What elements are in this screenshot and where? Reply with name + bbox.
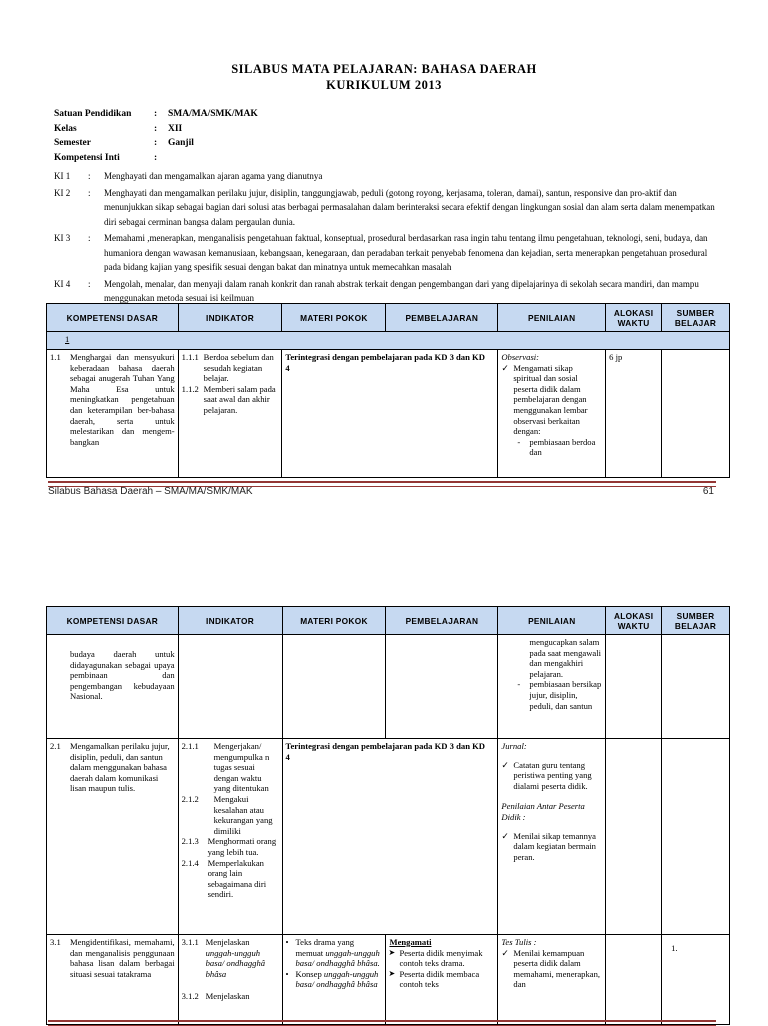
indikator-italic-text: unggah-ungguh basa/ ondhagghâ bhâsa <box>205 947 266 979</box>
indikator-text: Mengakui kesalahan atau kekurangan yang dimiliki <box>213 793 273 836</box>
header-kompetensi-dasar: KOMPETENSI DASAR <box>47 304 179 332</box>
materi-text: Terintegrasi dengan pembelajaran pada KD 3 dan KD 4 <box>285 741 486 762</box>
document-subtitle: KURIKULUM 2013 <box>326 78 442 92</box>
alokasi-cell <box>606 635 662 739</box>
ki-text: Menghayati dan mengamalkan perilaku jujur, disiplin, tanggungjawab, peduli (gotong royong, kerjasama, toleran, damai), santun, responsive dan pro-aktif dan menunjukkan sikap sebagai bagian dari solusi atas berbagai permasalahan dalam berinteraksi secara efektif dengan lingkungan sosial dan alam serta dalam menempatkan diri sebagai cerminan bangsa dalam pergaulan dunia. <box>104 187 715 227</box>
header-sumber-belajar: SUMBER BELAJAR <box>662 304 730 332</box>
materi-cell <box>282 635 386 739</box>
sumber-cell <box>662 635 730 739</box>
materi-cell <box>282 739 498 935</box>
document-title: SILABUS MATA PELAJARAN: BAHASA DAERAH <box>231 62 537 76</box>
kd-number: 2.1 <box>50 741 61 751</box>
sumber-item: 1. <box>671 943 678 953</box>
indikator-text: Berdoa sebelum dan sesudah kegiatan belajar. <box>203 352 274 384</box>
kompetensi-inti-list: KI 1 : Menghayati dan mengamalkan ajaran agama yang dianutnya KI 2 : Menghayati dan mengamalkan perilaku jujur, disiplin, tanggungjawab, peduli (gotong royong, kerjasama, toleran, damai), santun, responsive dan pro-aktif dan menunjukkan sikap sebagai bagian dari solusi atas berbagai permasalahan dalam berinteraksi secara efektif dengan lingkungan sosial dan alam serta dalam menempatkan diri sebagai cerminan bangsa dalam pergaulan dunia. KI 3 : Memahami ,menerapkan, menganalisis pengetahuan faktual, konseptual, prosedural berdasarkan rasa ingin tahu tentang ilmu pengetahuan, teknologi, seni, budaya, dan humaniora dengan wawasan kemanusiaan, kebangsaan, kenegaraan, dan peradaban terkait penyebab fenomena dan kejadian, serta menerapkan pengetahuan prosedural pada bidang kajian yang spesifik sesuai dengan bakat dan minatnya untuk memecahkan masalah KI 4 : Mengolah, menalar, dan menyaji dalam ranah konkrit dan ranah abstrak terkait dengan pengembangan dari yang dipelajarinya di sekolah secara mandiri, dan mampu menggunakan metoda sesuai isi keilmuan <box>52 167 720 308</box>
materi-italic-text: unggah-ungguh basa/ ondhagghâ bhâsa. <box>295 947 380 969</box>
kd-text: Menghargai dan mensyukuri keberadaan bahasa daerah sebagai anugerah Tuhan Yang Maha Esa untuk meningkatkan pengetahuan dan keterampilan ber-bahasa daerah, serta untuk melestarikan dan mengem-bangkan <box>70 352 175 447</box>
kd-cell <box>47 739 179 935</box>
meta-info: Satuan Pendidikan : SMA/MA/SMK/MAK Kelas : XII Semester : Ganjil Kompetensi Inti : <box>54 109 258 163</box>
page-number: 61 <box>702 486 714 497</box>
indikator-number: 3.1.2 <box>181 991 199 1002</box>
kd-cell <box>47 935 179 1025</box>
meta-value <box>168 152 260 165</box>
kd-cell <box>47 350 179 478</box>
header-penilaian: PENILAIAN <box>498 607 606 635</box>
syllabus-table-page1 <box>46 303 730 478</box>
sumber-cell <box>662 350 730 478</box>
pembelajaran-heading: Mengamati <box>389 937 432 947</box>
penilaian-cell <box>498 935 606 1025</box>
header-materi-pokok: MATERI POKOK <box>282 304 386 332</box>
alokasi-cell: 6 jp <box>606 350 662 478</box>
indikator-text: Menjelaskan <box>205 991 250 1002</box>
indikator-cell <box>178 935 282 1025</box>
header-alokasi-waktu: ALOKASI WAKTU <box>606 304 662 332</box>
sumber-cell <box>662 739 730 935</box>
penilaian-item: ✓ Mengamati sikap spiritual dan sosial peserta didik dalam pembelajaran dengan menggunakan lembar observasi berkaitan dengan: <box>501 363 602 437</box>
materi-text: Terintegrasi dengan pembelajaran pada KD 3 dan KD 4 <box>285 352 485 373</box>
header-materi-pokok: MATERI POKOK <box>282 607 386 635</box>
penilaian-heading: Penilaian Antar Peserta Didik : <box>501 801 585 822</box>
indikator-number: 1.1.1 <box>181 352 199 362</box>
alokasi-cell <box>606 935 662 1025</box>
indikator-number: 3.1.1 <box>181 937 199 947</box>
meta-key: Kompetensi Inti <box>54 152 120 163</box>
ki-number: KI 3 <box>54 233 71 243</box>
penilaian-heading: Observasi: <box>501 352 540 362</box>
meta-key: Satuan Pendidikan <box>54 109 132 119</box>
ki-number: KI 2 <box>54 187 71 198</box>
indikator-text: Memberi salam pada saat awal dan akhir pelajaran. <box>203 383 276 415</box>
penilaian-item: ✓ Catatan guru tentang peristiwa penting yang dialami peserta didik. <box>501 760 602 792</box>
pembelajaran-cell <box>386 935 498 1025</box>
meta-value: XII <box>168 123 183 134</box>
indikator-number: 2.1.2 <box>181 793 199 804</box>
penilaian-subitem: - pembiasaan bersikap jujur, disiplin, peduli, dan santun <box>515 679 602 711</box>
penilaian-cell <box>498 350 606 478</box>
kd-text: budaya daerah untuk didayagunakan sebagai upaya pembinaan dan pengembangan kebudayaan Nasional. <box>70 649 175 702</box>
penilaian-continued: mengucapkan salam pada saat mengawali dan mengakhiri pelajaran. <box>529 637 602 679</box>
meta-key: Semester <box>54 138 91 148</box>
penilaian-cell <box>498 739 606 935</box>
page-footer <box>48 486 716 497</box>
indikator-number: 2.1.4 <box>181 857 199 868</box>
indikator-text: Mengerjakan/ mengumpulka n tugas sesuai dengan waktu yang ditentukan <box>213 741 270 794</box>
penilaian-subitem: - pembiasaan berdoa dan <box>515 437 602 458</box>
header-pembelajaran: PEMBELAJARAN <box>386 607 498 635</box>
header-kompetensi-dasar: KOMPETENSI DASAR <box>47 607 179 635</box>
ki-number: KI 1 <box>54 171 71 181</box>
penilaian-heading: Tes Tulis : <box>501 937 537 947</box>
kd-text: Mengamalkan perilaku jujur, disiplin, peduli, dan santun dalam menggunakan bahasa daerah dalam komunikasi lisan maupun tulis. <box>70 741 170 794</box>
materi-text: Konsep <box>295 968 322 979</box>
materi-cell <box>282 935 386 1025</box>
section-number: 1 <box>47 332 730 350</box>
syllabus-table-page2 <box>46 606 730 1025</box>
header-pembelajaran: PEMBELAJARAN <box>386 304 498 332</box>
header-sumber-belajar: SUMBER BELAJAR <box>662 607 730 635</box>
meta-value: Ganjil <box>168 138 194 148</box>
indikator-number: 2.1.1 <box>181 741 199 751</box>
kd-text: Mengidentifikasi, memahami, dan menganalisis penggunaan bahasa lisan dalam berbagai situasi sesuai tatakrama <box>70 937 175 979</box>
sumber-cell <box>662 935 730 1025</box>
meta-value: SMA/MA/SMK/MAK <box>168 109 258 119</box>
penilaian-heading: Jurnal: <box>501 741 527 751</box>
penilaian-item: ✓ Menilai kemampuan peserta didik dalam memahami, menerapkan, dan <box>501 948 602 990</box>
indikator-number: 2.1.3 <box>181 836 199 847</box>
ki-text: Memahami ,menerapkan, menganalisis pengetahuan faktual, konseptual, prosedural berdasarkan rasa ingin tahu tentang ilmu pengetahuan, teknologi, seni, budaya, dan humaniora dengan wawasan kemanusiaan, kebangsaan, kenegaraan, dan peradaban terkait penyebab fenomena dan kejadian, serta menerapkan pengetahuan prosedural pada bidang kajian yang spesifik sesuai dengan bakat dan minatnya untuk memecahkan masalah <box>104 233 708 272</box>
indikator-number: 1.1.2 <box>181 383 199 394</box>
ki-text: Mengolah, menalar, dan menyaji dalam ranah konkrit dan ranah abstrak terkait dengan pengembangan dari yang dipelajarinya di sekolah secara mandiri, dan mampu menggunakan metoda sesuai isi keilmuan <box>104 278 699 303</box>
pembelajaran-item: ➤ Peserta didik menyimak contoh teks drama. <box>389 948 494 969</box>
meta-key: Kelas <box>54 123 77 134</box>
indikator-text: Memperlakukan orang lain sebagaimana diri sendiri. <box>207 857 267 900</box>
footer-rule <box>48 1020 716 1026</box>
penilaian-cell <box>498 635 606 739</box>
pembelajaran-item: ➤ Peserta didik membaca contoh teks <box>389 969 494 990</box>
kd-cell <box>47 635 179 739</box>
alokasi-cell <box>606 739 662 935</box>
penilaian-item: ✓ Menilai sikap temannya dalam kegiatan bermain peran. <box>501 831 602 863</box>
kd-number: 3.1 <box>50 937 61 947</box>
header-indikator: INDIKATOR <box>178 607 282 635</box>
indikator-cell <box>178 739 282 935</box>
indikator-text: Menjelaskan <box>205 937 250 947</box>
ki-text: Menghayati dan mengamalkan ajaran agama yang dianutnya <box>104 171 323 181</box>
kd-number: 1.1 <box>50 352 61 362</box>
header-indikator: INDIKATOR <box>178 304 282 332</box>
materi-italic-text: unggah-ungguh basa/ ondhagghâ bhâsa <box>295 968 379 990</box>
header-penilaian: PENILAIAN <box>498 304 606 332</box>
materi-text: Teks drama yang memuat <box>295 937 355 958</box>
footer-text: Silabus Bahasa Daerah – SMA/MA/SMK/MAK <box>48 486 253 497</box>
pembelajaran-cell <box>386 635 498 739</box>
indikator-cell <box>178 635 282 739</box>
indikator-text: Menghormati orang yang lebih tua. <box>207 836 277 857</box>
materi-cell <box>282 350 498 478</box>
header-alokasi-waktu: ALOKASI WAKTU <box>606 607 662 635</box>
ki-number: KI 4 <box>54 278 71 289</box>
indikator-cell <box>178 350 282 478</box>
